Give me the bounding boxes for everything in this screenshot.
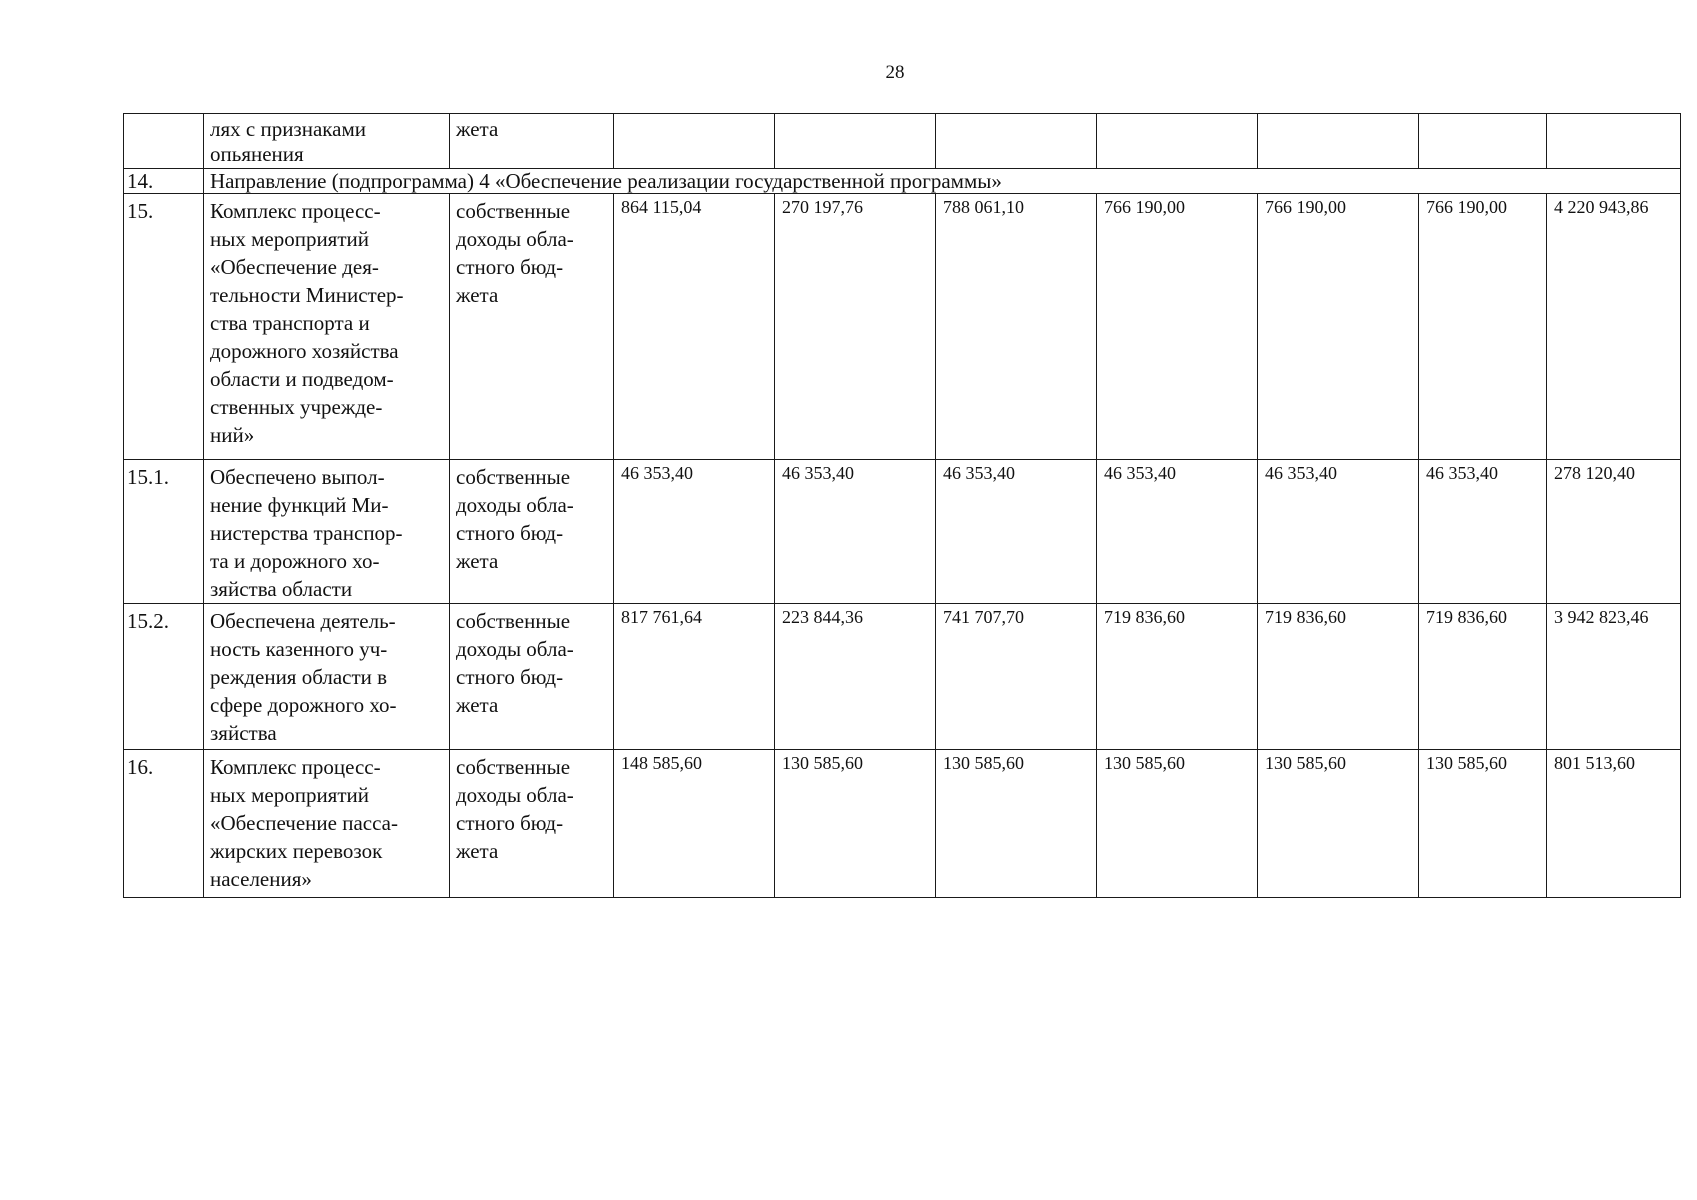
value-cell: 148 585,60 xyxy=(614,750,775,898)
value-cell: 130 585,60 xyxy=(1097,750,1258,898)
row-index-cell: 15. xyxy=(124,194,204,460)
value-cell: 130 585,60 xyxy=(1258,750,1419,898)
value-cell xyxy=(1258,114,1419,169)
value-cell: 741 707,70 xyxy=(936,604,1097,750)
value-cell: 130 585,60 xyxy=(775,750,936,898)
value-cell: 788 061,10 xyxy=(936,194,1097,460)
row-index-cell: 15.1. xyxy=(124,460,204,604)
value-cell: 46 353,40 xyxy=(775,460,936,604)
value-cell: 46 353,40 xyxy=(1258,460,1419,604)
row-source-cell xyxy=(450,194,614,460)
row-index-cell: 14. xyxy=(124,169,204,194)
row-name-text: Комплекс процесс- ных мероприятий «Обеспечение пасса- жирских перевозок населения» xyxy=(210,755,398,891)
table-row xyxy=(124,194,1681,460)
budget-table xyxy=(123,113,1681,898)
page-number: 28 xyxy=(885,62,905,83)
row-name-cell xyxy=(204,114,450,169)
row-name-cell xyxy=(204,750,450,898)
row-source-cell xyxy=(450,114,614,169)
value-cell: 270 197,76 xyxy=(775,194,936,460)
table-row xyxy=(124,750,1681,898)
row-source-text: собственные доходы обла- стного бюд- жета xyxy=(456,609,574,717)
value-cell: 864 115,04 xyxy=(614,194,775,460)
value-cell: 223 844,36 xyxy=(775,604,936,750)
table-row xyxy=(124,114,1681,169)
value-cell: 130 585,60 xyxy=(1419,750,1547,898)
row-name-text: Комплекс процесс- ных мероприятий «Обеспечение дея- тельности Министер- ства транспорта и дорожного хозяйства области и подведом- ственных учрежде- ний» xyxy=(210,199,404,447)
value-cell xyxy=(1097,114,1258,169)
value-cell xyxy=(1547,114,1681,169)
row-name-cell xyxy=(204,194,450,460)
value-cell: 130 585,60 xyxy=(936,750,1097,898)
value-cell: 719 836,60 xyxy=(1258,604,1419,750)
value-cell: 766 190,00 xyxy=(1097,194,1258,460)
row-index-cell xyxy=(124,114,204,169)
value-cell xyxy=(775,114,936,169)
total-cell: 278 120,40 xyxy=(1547,460,1681,604)
total-cell: 3 942 823,46 xyxy=(1547,604,1681,750)
table-row xyxy=(124,604,1681,750)
value-cell: 766 190,00 xyxy=(1419,194,1547,460)
row-name-text: Обеспечено выпол- нение функций Ми- нистерства транспор- та и дорожного хо- зяйства области xyxy=(210,465,403,601)
value-cell: 817 761,64 xyxy=(614,604,775,750)
value-cell xyxy=(936,114,1097,169)
value-cell xyxy=(614,114,775,169)
total-cell: 801 513,60 xyxy=(1547,750,1681,898)
value-cell: 46 353,40 xyxy=(1419,460,1547,604)
row-source-cell xyxy=(450,604,614,750)
section-title-cell: Направление (подпрограмма) 4 «Обеспечение реализации государственной программы» xyxy=(204,169,1681,194)
value-cell: 46 353,40 xyxy=(1097,460,1258,604)
row-source-cell xyxy=(450,750,614,898)
row-source-text: собственные доходы обла- стного бюд- жета xyxy=(456,755,574,863)
value-cell: 719 836,60 xyxy=(1097,604,1258,750)
row-index-cell: 15.2. xyxy=(124,604,204,750)
row-name-text: Обеспечена деятель- ность казенного уч- реждения области в сфере дорожного хо- зяйства xyxy=(210,609,397,745)
row-name-text: лях с признаками опьянения xyxy=(210,117,367,166)
row-name-cell xyxy=(204,604,450,750)
section-row xyxy=(124,169,1681,194)
value-cell: 766 190,00 xyxy=(1258,194,1419,460)
row-source-text: собственные доходы обла- стного бюд- жета xyxy=(456,465,574,573)
value-cell xyxy=(1419,114,1547,169)
row-source-text: жета xyxy=(456,117,499,141)
row-name-cell xyxy=(204,460,450,604)
row-source-cell xyxy=(450,460,614,604)
row-index-cell: 16. xyxy=(124,750,204,898)
value-cell: 46 353,40 xyxy=(936,460,1097,604)
value-cell: 46 353,40 xyxy=(614,460,775,604)
row-source-text: собственные доходы обла- стного бюд- жета xyxy=(456,199,574,307)
value-cell: 719 836,60 xyxy=(1419,604,1547,750)
total-cell: 4 220 943,86 xyxy=(1547,194,1681,460)
table-row xyxy=(124,460,1681,604)
